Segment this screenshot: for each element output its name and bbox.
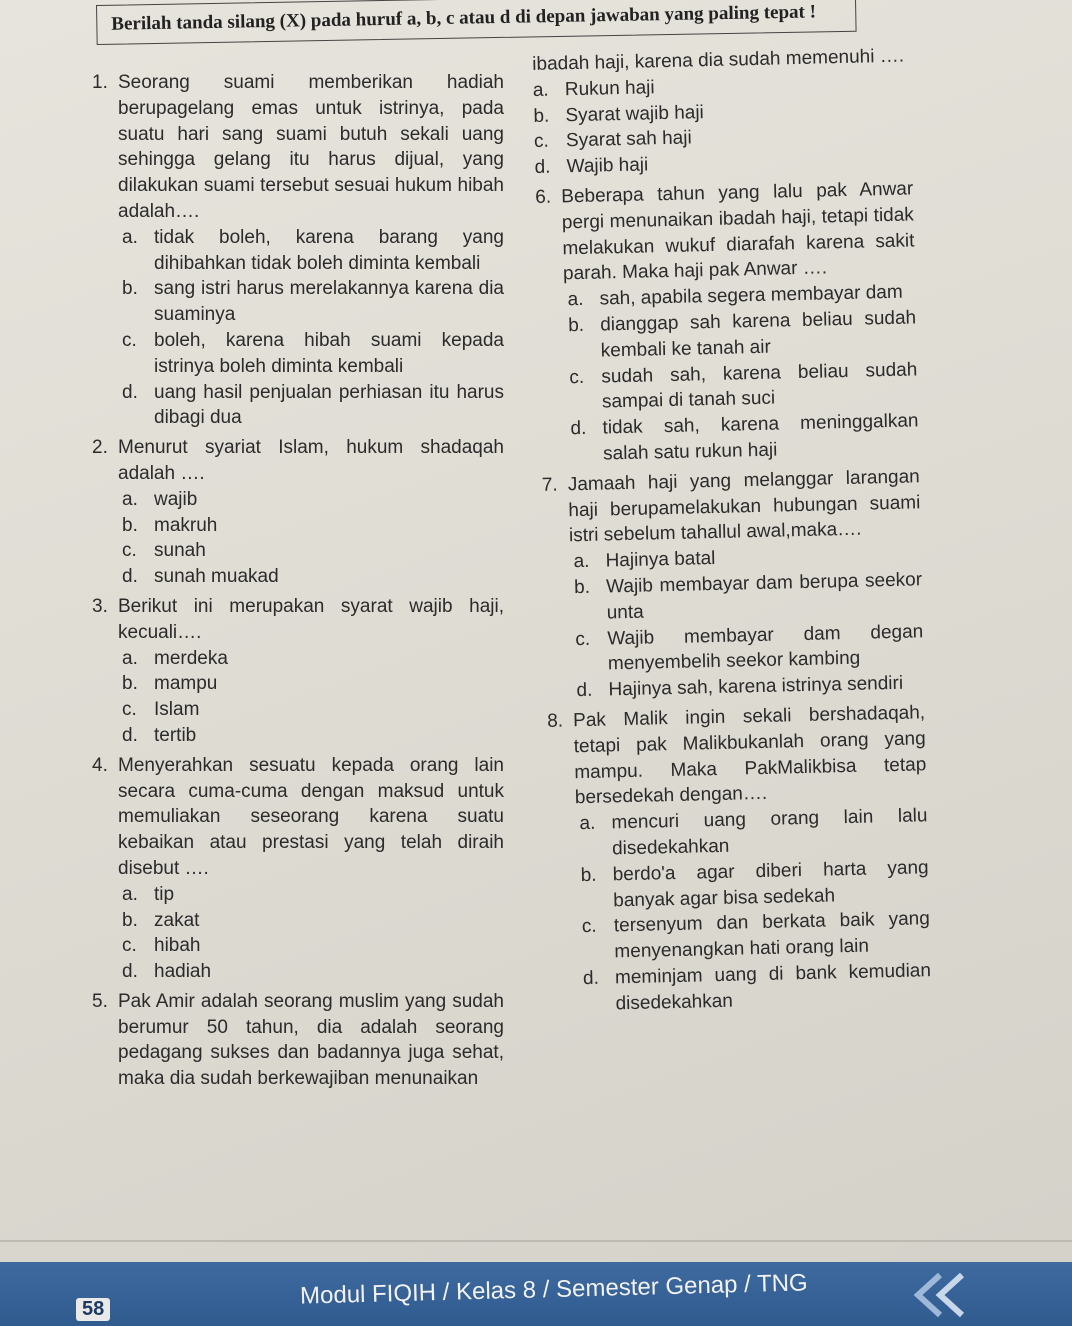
- question-stem: Seorang suami memberikan hadiah berupagelang emas untuk istrinya, pada suatu hari sang suami butuh sekali uang sehingga gelang itu harus dijual, yang dilakukan suami tersebut sesuai hukum hibah adalah….: [118, 72, 504, 222]
- question-number: 7.: [541, 474, 558, 496]
- question-stem: Menurut syariat Islam, hukum shadaqah adalah ….: [118, 437, 504, 484]
- option-letter: c.: [122, 540, 137, 562]
- question-number: 6.: [535, 186, 552, 208]
- option-text: sudah sah, karena beliau sudah sampai di tanah suci: [601, 358, 918, 413]
- option-text: merdeka: [154, 647, 228, 669]
- question-stem: Menyerahkan sesuatu kepada orang lain secara cuma-cuma dengan maksud untuk memuliakan seseorang karena suatu kebaikan atau prestasi yang telah diraih disebut ….: [118, 754, 504, 879]
- option-text: sang istri harus merelakannya karena dia suaminya: [154, 278, 504, 326]
- option-c[interactable]: [552, 906, 931, 966]
- question-stem: Pak Malik ingin sekali bershadaqah, tetapi pak Malikbukanlah orang yang mampu. Maka PakMalikbisa tetap bersedekah dengan….: [572, 702, 927, 809]
- option-letter: b.: [533, 105, 550, 127]
- question-3: [92, 594, 504, 749]
- option-c[interactable]: [92, 933, 504, 959]
- question-stem-continued: ibadah haji, karena dia sudah memenuhi ….: [532, 45, 905, 75]
- option-letter: c.: [575, 628, 591, 650]
- question-1: [92, 70, 504, 431]
- question-2: [92, 435, 504, 590]
- option-text: Wajib haji: [566, 154, 649, 178]
- option-letter: a.: [122, 883, 138, 905]
- page-divider: [0, 1240, 1072, 1242]
- option-text: sunah muakad: [154, 566, 279, 588]
- option-letter: c.: [533, 131, 550, 153]
- question-number: 8.: [546, 710, 564, 732]
- option-letter: d.: [570, 418, 587, 440]
- option-b[interactable]: [538, 305, 917, 365]
- option-letter: d.: [122, 381, 138, 403]
- left-column: [92, 70, 504, 1096]
- option-letter: b.: [122, 278, 138, 300]
- option-text: wajib: [154, 488, 198, 510]
- option-c[interactable]: [539, 357, 918, 417]
- option-letter: d.: [582, 967, 600, 989]
- option-text: Syarat wajib haji: [565, 101, 704, 126]
- right-column: [532, 43, 932, 1022]
- option-text: zakat: [154, 909, 200, 931]
- option-letter: a.: [122, 226, 138, 248]
- question-stem: Berikut ini merupakan syarat wajib haji, kecuali….: [118, 595, 504, 643]
- question-stem: Beberapa tahun yang lalu pak Anwar pergi menunaikan ibadah haji, tetapi tidak melakukan wukuf diarafah karena sakit parah. Maka haji pak Anwar ….: [561, 178, 915, 285]
- option-c[interactable]: [92, 538, 504, 564]
- option-a[interactable]: [92, 487, 504, 513]
- option-letter: c.: [122, 699, 137, 721]
- option-letter: d.: [122, 566, 138, 588]
- option-text: hibah: [154, 935, 201, 957]
- option-letter: b.: [567, 314, 585, 337]
- option-d[interactable]: [540, 408, 919, 468]
- option-text: tertib: [154, 724, 197, 746]
- option-letter: d.: [122, 961, 138, 983]
- option-letter: a.: [122, 647, 138, 669]
- option-b[interactable]: [92, 513, 504, 539]
- option-text: Syarat sah haji: [565, 127, 692, 152]
- question-4: [92, 753, 504, 985]
- option-a[interactable]: [549, 803, 928, 863]
- option-text: tersenyum dan berkata baik yang menyenangkan hati orang lain: [613, 908, 931, 963]
- option-text: Wajib membayar dam degan menyembelih seekor kambing: [607, 620, 924, 675]
- option-text: sunah: [154, 540, 206, 562]
- option-letter: a.: [567, 289, 584, 311]
- option-text: makruh: [154, 514, 218, 536]
- question-stem: Jamaah haji yang melanggar larangan haji berupamelakukan hubungan suami istri sebelum tahallul awal,maka….: [567, 466, 921, 547]
- option-letter: b.: [122, 673, 138, 695]
- option-text: tip: [154, 883, 175, 905]
- option-text: Hajinya batal: [605, 548, 716, 572]
- question-number: 3.: [92, 595, 108, 617]
- option-letter: d.: [534, 156, 551, 179]
- option-d[interactable]: [92, 380, 504, 432]
- option-text: uang hasil penjualan perhiasan itu harus dibagi dua: [154, 381, 504, 429]
- option-d[interactable]: [553, 958, 932, 1018]
- option-b[interactable]: [92, 276, 504, 328]
- option-letter: b.: [573, 576, 591, 599]
- question-5-continued: [532, 43, 913, 181]
- option-c[interactable]: [545, 619, 924, 679]
- option-text: berdo'a agar diberi harta yang banyak agar bisa sedekah: [612, 856, 929, 911]
- option-letter: c.: [122, 329, 137, 351]
- option-letter: a.: [532, 79, 549, 101]
- option-text: sah, apabila segera membayar dam: [599, 281, 903, 310]
- option-b[interactable]: [92, 671, 504, 697]
- option-b[interactable]: [550, 855, 929, 915]
- option-text: tidak boleh, karena barang yang dihibahkan tidak boleh diminta kembali: [154, 226, 504, 274]
- option-letter: c.: [569, 366, 585, 388]
- option-letter: a.: [122, 488, 138, 510]
- instruction-box: Berilah tanda silang (X) pada huruf a, b, c atau d di depan jawaban yang paling tepat !: [96, 0, 857, 45]
- option-text: tidak sah, karena meninggalkan salah satu rukun haji: [602, 410, 919, 465]
- footer-title: Modul FIQIH / Kelas 8 / Semester Genap / TNG: [299, 1269, 809, 1310]
- option-b[interactable]: [544, 567, 923, 627]
- option-letter: a.: [573, 550, 590, 573]
- question-number: 1.: [92, 72, 108, 93]
- option-text: Hajinya sah, karena istrinya sendiri: [608, 672, 904, 701]
- chevron-decoration-icon: [900, 1270, 1040, 1320]
- option-a[interactable]: [92, 646, 504, 672]
- option-text: boleh, karena hibah suami kepada istrinya boleh diminta kembali: [154, 329, 504, 377]
- question-number: 4.: [92, 754, 108, 776]
- option-letter: d.: [122, 724, 138, 746]
- question-6: [535, 176, 919, 468]
- option-text: Rukun haji: [564, 77, 655, 101]
- question-number: 5.: [92, 990, 108, 1012]
- option-text: mencuri uang orang lain lalu disedekahkan: [611, 805, 928, 860]
- question-number: 2.: [92, 437, 108, 459]
- option-letter: b.: [122, 514, 138, 536]
- option-text: hadiah: [154, 961, 212, 983]
- option-text: Wajib membayar dam berupa seekor unta: [605, 569, 923, 624]
- option-c[interactable]: [92, 697, 504, 723]
- option-d[interactable]: [92, 959, 504, 985]
- question-7: [542, 464, 925, 705]
- option-d[interactable]: [92, 723, 504, 749]
- option-a[interactable]: [92, 882, 504, 908]
- option-text: Islam: [154, 699, 200, 721]
- page-number: 58: [76, 1298, 110, 1321]
- question-8: [547, 700, 932, 1018]
- option-text: mampu: [154, 673, 218, 695]
- question-stem: Pak Amir adalah seorang muslim yang sudah berumur 50 tahun, dia adalah seorang pedagang sukses dan badannya juga sehat, maka dia sudah berkewajiban menunaikan: [118, 990, 504, 1090]
- option-d[interactable]: [92, 564, 504, 590]
- option-letter: b.: [122, 909, 138, 931]
- option-letter: c.: [581, 916, 597, 938]
- option-b[interactable]: [92, 908, 504, 934]
- option-a[interactable]: [92, 225, 504, 277]
- question-5: [92, 989, 504, 1092]
- option-letter: d.: [576, 679, 593, 702]
- option-letter: c.: [122, 935, 137, 957]
- option-text: dianggap sah karena beliau sudah kembali ke tanah air: [599, 307, 917, 362]
- option-c[interactable]: [92, 328, 504, 380]
- option-letter: a.: [579, 812, 596, 835]
- option-letter: b.: [580, 864, 597, 886]
- option-text: meminjam uang di bank kemudian disedekahkan: [614, 960, 932, 1015]
